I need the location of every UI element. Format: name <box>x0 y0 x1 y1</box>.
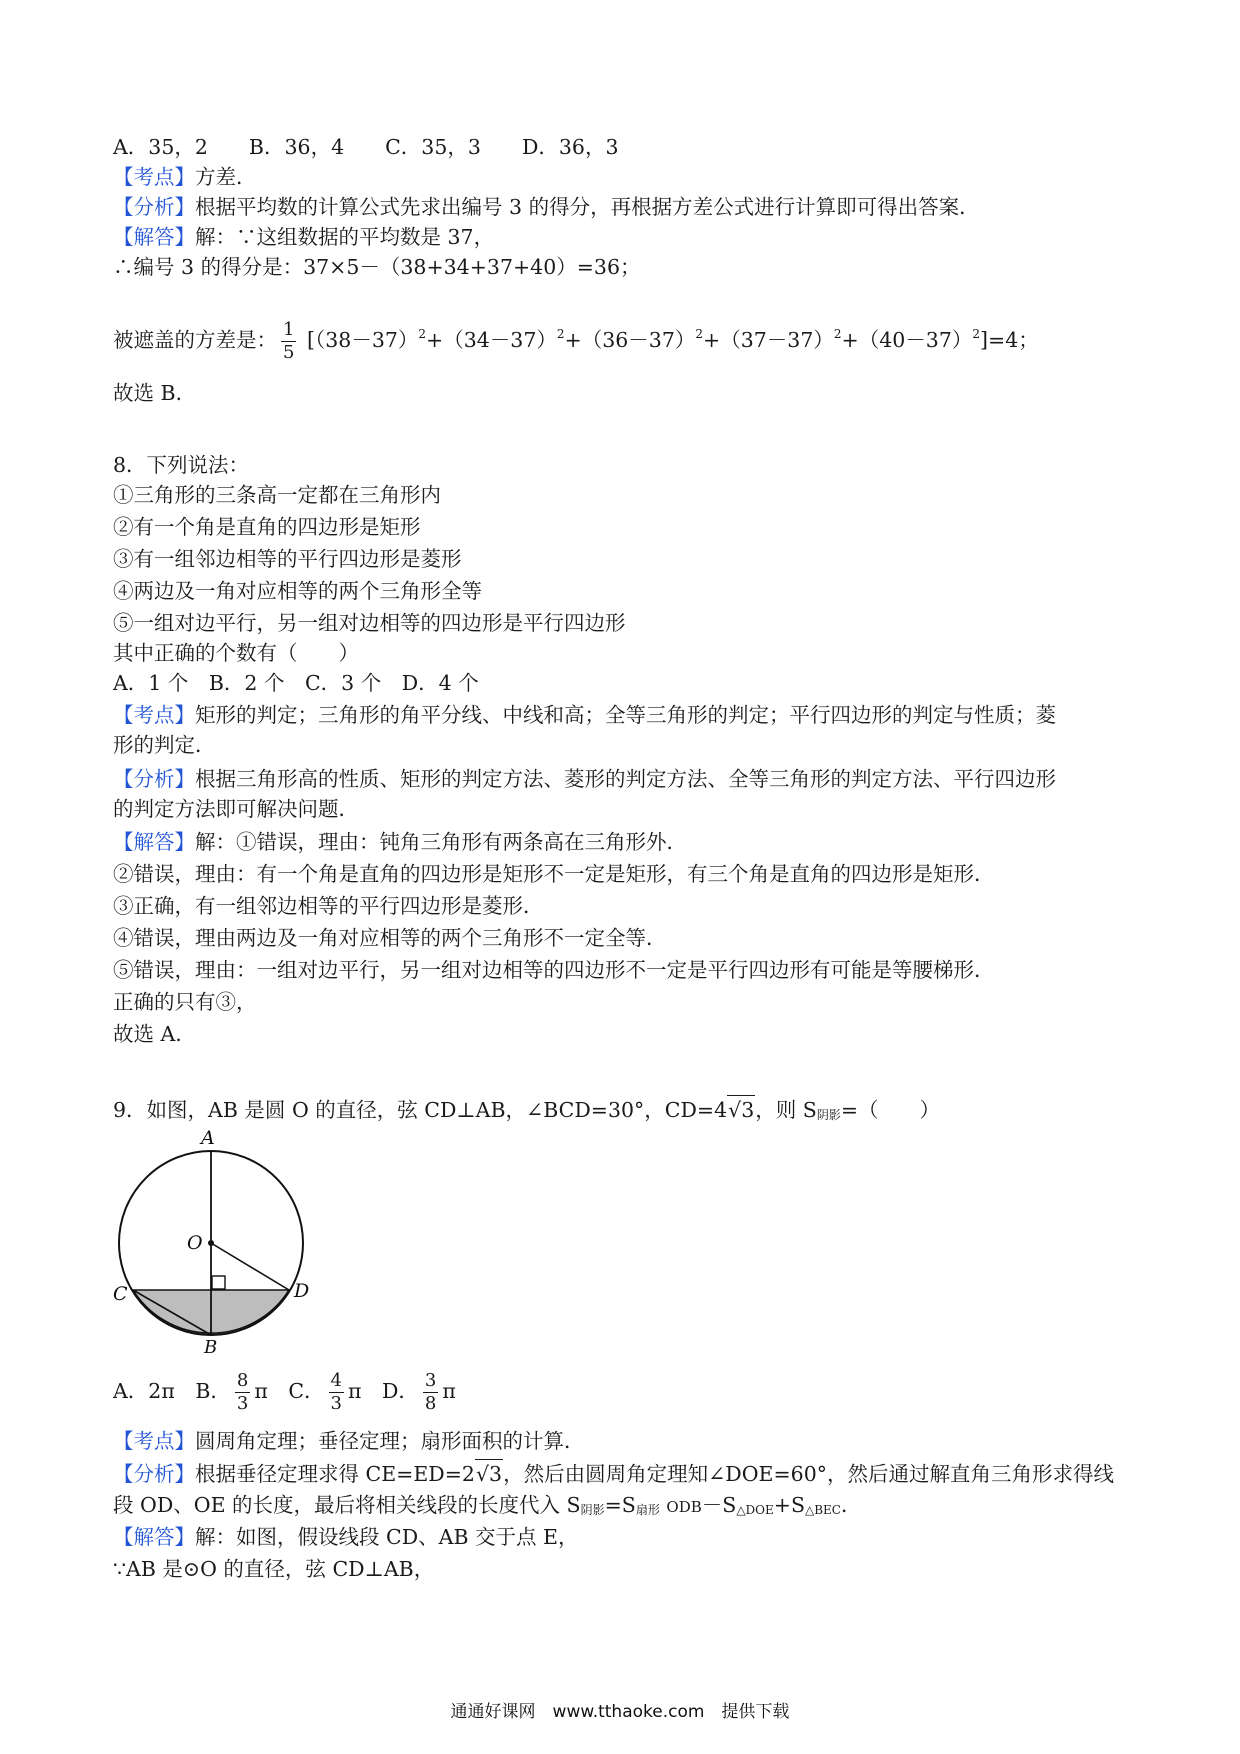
variance-term: +（34－37） <box>426 328 557 352</box>
fraction-numerator: 4 <box>330 1370 342 1391</box>
option-text: A．2π B． <box>113 1379 231 1403</box>
variance-prefix: 被遮盖的方差是： <box>113 328 277 352</box>
kaodian-text: 圆周角定理；垂径定理；扇形面积的计算． <box>195 1429 585 1453</box>
center-point <box>208 1240 214 1246</box>
fraction <box>235 1372 250 1413</box>
option-text: π D． <box>347 1379 419 1403</box>
q8-jieda-line: ③正确，有一组邻边相等的平行四边形是菱形． <box>113 894 544 918</box>
label-d: D <box>294 1280 310 1302</box>
q7-fenxi <box>113 193 980 221</box>
variance-term: +（36－37） <box>564 328 696 352</box>
fraction-denominator: 8 <box>424 1393 437 1414</box>
q8-jieda-line: ④错误，理由两边及一角对应相等的两个三角形不一定全等． <box>113 926 667 950</box>
q8-options: A．1 个 B．2 个 C．3 个 D．4 个 <box>113 671 479 695</box>
q9-stem-text: ，则 S <box>755 1098 817 1122</box>
q8-item: ④两边及一角对应相等的两个三角形全等 <box>113 579 482 603</box>
variance-term: ]=4； <box>980 328 1039 352</box>
kaodian-text: 矩形的判定；三角形的角平分线、中线和高；全等三角形的判定；平行四边形的判定与性质；菱 <box>195 703 1056 727</box>
q8-jieda-line: ⑤错误，理由：一组对边平行，另一组对边相等的四边形不一定是平行四边形有可能是等腰梯形． <box>113 958 995 982</box>
q9-stem-text: =（ ） <box>840 1098 941 1122</box>
exponent: 2 <box>833 327 842 341</box>
q7-jieda <box>113 223 494 251</box>
jieda-tag: 【解答】 <box>113 225 195 249</box>
kaodian-tag: 【考点】 <box>113 1429 195 1453</box>
fenxi-text: 根据垂径定理求得 CE=ED=2 <box>195 1462 475 1486</box>
fraction <box>329 1372 344 1413</box>
radicand: 3 <box>489 1462 503 1486</box>
kaodian-tag: 【考点】 <box>113 703 195 727</box>
kaodian-tag: 【考点】 <box>113 165 195 189</box>
jieda-tag: 【解答】 <box>113 1525 195 1549</box>
q7-line2: ∴编号 3 的得分是：37×5－（38+34+37+40）=36； <box>113 255 641 279</box>
fenxi-text: －S <box>701 1493 737 1517</box>
subscript: 扇形 <box>635 1503 660 1517</box>
q8-kaodian-cont: 形的判定． <box>113 733 216 757</box>
option-text: π <box>442 1379 456 1403</box>
subscript: △BEC <box>805 1503 841 1517</box>
fenxi-text: ，然后由圆周角定理知∠DOE=60°，然后通过解直角三角形求得线 <box>503 1462 1114 1486</box>
q9-stem-text: 9．如图，AB 是圆 O 的直径，弦 CD⊥AB，∠BCD=30°，CD=4 <box>113 1098 728 1122</box>
fraction-denominator: 3 <box>330 1393 342 1414</box>
radicand: 3 <box>741 1098 755 1122</box>
q9-last-line: ∵AB 是⊙O 的直径，弦 CD⊥AB， <box>113 1557 435 1581</box>
radius-od <box>211 1243 289 1290</box>
label-a: A <box>201 1127 215 1149</box>
fraction-numerator: 3 <box>424 1370 437 1391</box>
fenxi-tag: 【分析】 <box>113 767 195 791</box>
q8-jieda-line: ②错误，理由：有一个角是直角的四边形是矩形不一定是矩形，有三个角是直角的四边形是矩形． <box>113 862 995 886</box>
right-angle-mark <box>212 1276 225 1289</box>
q9-kaodian <box>113 1427 585 1455</box>
fenxi-tag: 【分析】 <box>113 195 195 219</box>
q8-item: ③有一组邻边相等的平行四边形是菱形 <box>113 547 462 571</box>
exponent: 2 <box>418 327 427 341</box>
exponent: 2 <box>972 327 981 341</box>
q8-item: ①三角形的三条高一定都在三角形内 <box>113 483 441 507</box>
q9-stem <box>113 1095 940 1129</box>
subscript: △DOE <box>736 1503 774 1517</box>
subscript: 阴影 <box>580 1503 605 1517</box>
jieda-text: 解：∵这组数据的平均数是 37， <box>195 225 495 249</box>
variance-term: +（37－37） <box>703 328 834 352</box>
exponent: 2 <box>556 327 565 341</box>
fenxi-text: 段 OD、OE 的长度，最后将相关线段的长度代入 S <box>113 1493 581 1517</box>
fraction-denominator: 3 <box>236 1393 249 1414</box>
q9-fenxi-cont <box>113 1491 862 1524</box>
fraction-numerator: 1 <box>283 319 295 340</box>
label-o: O <box>187 1232 203 1254</box>
label-b: B <box>204 1337 218 1358</box>
q8-item: ⑤一组对边平行，另一组对边相等的四边形是平行四边形 <box>113 611 626 635</box>
q7-kaodian <box>113 163 257 191</box>
q8-stem: 8．下列说法： <box>113 453 250 477</box>
fraction-denominator: 5 <box>283 342 295 363</box>
q7-variance-line <box>113 310 1039 364</box>
q7-options: A．35，2 B．36，4 C．35，3 D．36，3 <box>113 135 619 159</box>
option-text: π C． <box>254 1379 325 1403</box>
q8-kaodian <box>113 701 1056 729</box>
q9-options <box>113 1366 456 1416</box>
page-footer: 通通好课网 www.tthaoke.com 提供下载 <box>450 1702 790 1722</box>
q8-jieda <box>113 828 687 856</box>
fenxi-text: =S <box>604 1493 636 1517</box>
variance-term: +（40－37） <box>841 328 973 352</box>
q9-fenxi <box>113 1459 1114 1488</box>
label-c: C <box>113 1283 128 1305</box>
q7-conclusion: 故选 B． <box>113 381 197 405</box>
fenxi-text: +S <box>773 1493 805 1517</box>
fenxi-text: ． <box>841 1493 862 1517</box>
subscript: 阴影 <box>816 1108 841 1122</box>
fenxi-text: 根据三角形高的性质、矩形的判定方法、菱形的判定方法、全等三角形的判定方法、平行四边形 <box>195 767 1056 791</box>
fraction-numerator: 8 <box>236 1370 249 1391</box>
q8-question: 其中正确的个数有（ ） <box>113 641 359 665</box>
fraction <box>423 1372 438 1413</box>
fenxi-tag: 【分析】 <box>113 1462 195 1486</box>
sqrt-three: √3 <box>727 1095 755 1124</box>
kaodian-text: 方差． <box>195 165 257 189</box>
exponent: 2 <box>695 327 704 341</box>
circle-figure <box>113 1125 313 1358</box>
fenxi-text: 根据平均数的计算公式先求出编号 3 的得分，再根据方差公式进行计算即可得出答案． <box>195 195 980 219</box>
jieda-tag: 【解答】 <box>113 830 195 854</box>
q8-item: ②有一个角是直角的四边形是矩形 <box>113 515 421 539</box>
q8-fenxi-cont: 的判定方法即可解决问题． <box>113 797 359 821</box>
q8-jieda-line: 正确的只有③， <box>113 990 257 1014</box>
fraction-one-fifth <box>281 321 296 362</box>
jieda-text: 解：①错误，理由：钝角三角形有两条高在三角形外． <box>195 830 687 854</box>
jieda-text: 解：如图，假设线段 CD、AB 交于点 E， <box>195 1525 579 1549</box>
q8-fenxi <box>113 765 1056 793</box>
fenxi-text: ODB <box>666 1498 702 1516</box>
variance-term: [（38－37） <box>306 328 419 352</box>
q9-jieda <box>113 1523 579 1551</box>
q8-conclusion: 故选 A． <box>113 1022 196 1046</box>
sqrt-three: √3 <box>475 1459 503 1488</box>
